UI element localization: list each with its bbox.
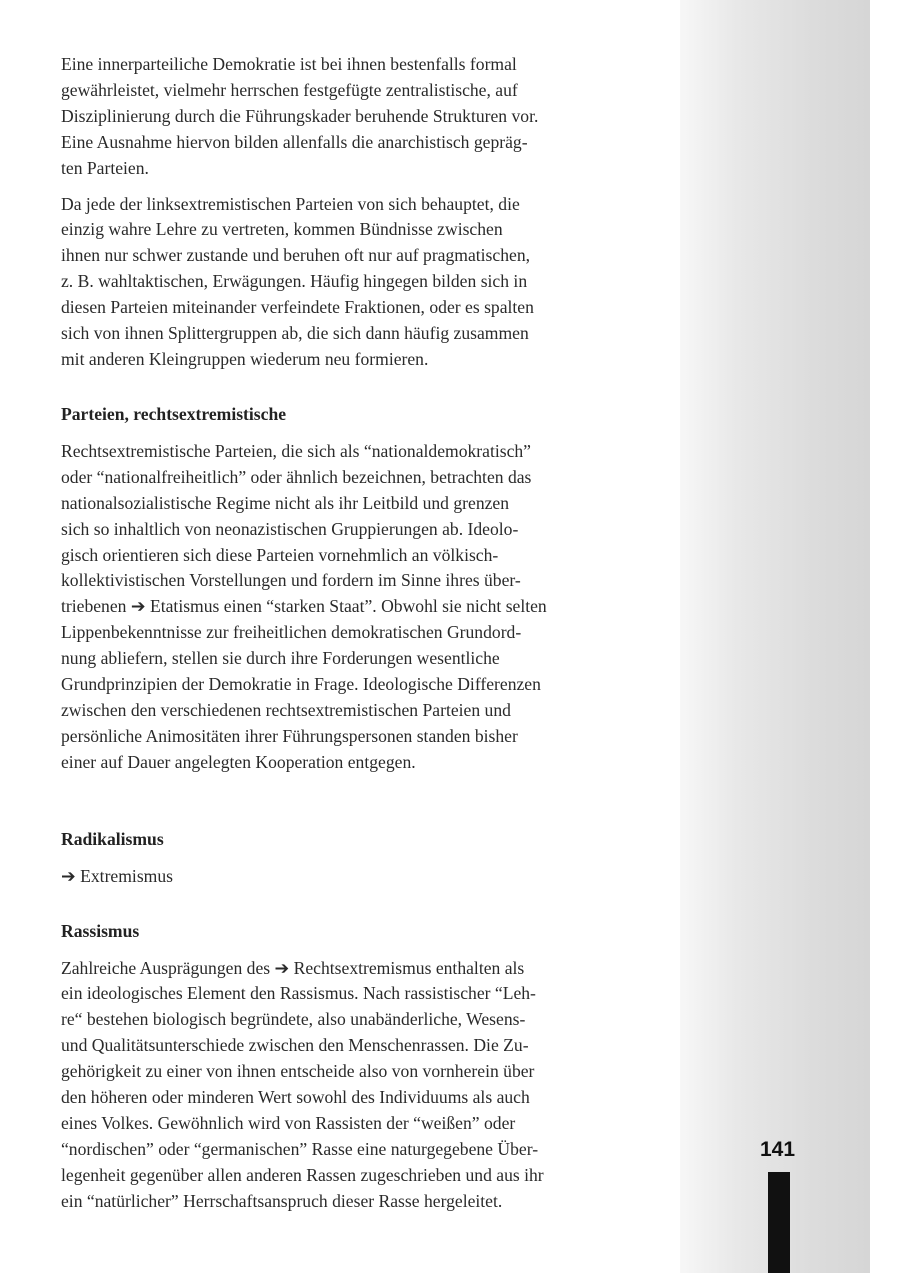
- entry-body-rechtsextremistische-parteien: [61, 439, 651, 776]
- text-line: Zahlreiche Ausprägungen des ➔ Rechtsextremismus enthalten als: [61, 957, 525, 978]
- text-line: “nordischen” oder “germanischen” Rasse eine naturgegebene Über-: [61, 1138, 539, 1159]
- text-line: triebenen ➔ Etatismus einen “starken Staat”. Obwohl sie nicht selten: [61, 596, 547, 617]
- text-line: ten Parteien.: [61, 157, 149, 178]
- text-line: Lippenbekenntnisse zur freiheitlichen demokratischen Grundord-: [61, 622, 522, 643]
- entry-body-rassismus: [61, 956, 651, 1215]
- text-line: mit anderen Kleingruppen wiederum neu formieren.: [61, 348, 429, 369]
- text-line: ein ideologisches Element den Rassismus. Nach rassistischer “Leh-: [61, 983, 536, 1004]
- text-line: kollektivistischen Vorstellungen und fordern im Sinne ihres über-: [61, 570, 521, 591]
- entry-heading-radikalismus: Radikalismus: [61, 828, 164, 849]
- page-margin-shading: [680, 0, 870, 1273]
- text-line: re“ bestehen biologisch begründete, also unabänderliche, Wesens-: [61, 1009, 526, 1030]
- text-line: einzig wahre Lehre zu vertreten, kommen Bündnisse zwischen: [61, 219, 503, 240]
- text-line: Eine Ausnahme hiervon bilden allenfalls die anarchistisch gepräg-: [61, 131, 528, 152]
- page-content: [61, 52, 651, 1225]
- text-line: gehörigkeit zu einer von ihnen entscheide also von vornherein über: [61, 1061, 535, 1082]
- entry-body-radikalismus: [61, 864, 651, 890]
- text-line: Eine innerparteiliche Demokratie ist bei ihnen bestenfalls formal: [61, 54, 517, 74]
- text-line: und Qualitätsunterschiede zwischen den Menschenrassen. Die Zu-: [61, 1035, 529, 1056]
- text-line: nationalsozialistische Regime nicht als ihr Leitbild und grenzen: [61, 492, 510, 513]
- intro-paragraph-1: [61, 52, 651, 182]
- intro-paragraph-2: [61, 192, 651, 373]
- entry-heading-rechtsextremistische-parteien: Parteien, rechtsextremistische: [61, 403, 287, 424]
- text-line: gewährleistet, vielmehr herrschen festgefügte zentralistische, auf: [61, 79, 518, 100]
- text-line: Rechtsextremistische Parteien, die sich als “nationaldemokratisch”: [61, 440, 531, 461]
- text-line: ein “natürlicher” Herrschaftsanspruch dieser Rasse hergeleitet.: [61, 1190, 503, 1211]
- text-line: Grundprinzipien der Demokratie in Frage. Ideologische Differenzen: [61, 674, 541, 695]
- text-line: nung abliefern, stellen sie durch ihre Forderungen wesentliche: [61, 648, 500, 669]
- text-line: ihnen nur schwer zustande und beruhen oft nur auf pragmatischen,: [61, 245, 531, 266]
- text-line: den höheren oder minderen Wert sowohl des Individuums als auch: [61, 1087, 530, 1108]
- text-line: legenheit gegenüber allen anderen Rassen zugeschrieben und aus ihr: [61, 1164, 544, 1185]
- text-line: zwischen den verschiedenen rechtsextremistischen Parteien und: [61, 699, 511, 720]
- text-line: oder “nationalfreiheitlich” oder ähnlich bezeichnen, betrachten das: [61, 466, 532, 487]
- text-line: Disziplinierung durch die Führungskader beruhende Strukturen vor.: [61, 105, 539, 126]
- text-line: sich so inhaltlich von neonazistischen Gruppierungen ab. Ideolo-: [61, 518, 519, 539]
- text-line: z. B. wahltaktischen, Erwägungen. Häufig hingegen bilden sich in: [61, 271, 528, 292]
- cross-reference-extremismus: ➔ Extremismus: [61, 865, 173, 886]
- entry-heading-rassismus: Rassismus: [61, 920, 140, 941]
- text-line: sich von ihnen Splittergruppen ab, die sich dann häufig zusammen: [61, 323, 529, 344]
- page-number: 141: [760, 1138, 796, 1161]
- text-line: diesen Parteien miteinander verfeindete Fraktionen, oder es spalten: [61, 297, 534, 318]
- text-line: persönliche Animositäten ihrer Führungspersonen standen bisher: [61, 725, 518, 746]
- text-line: gisch orientieren sich diese Parteien vornehmlich an völkisch-: [61, 544, 499, 565]
- text-line: eines Volkes. Gewöhnlich wird von Rassisten der “weißen” oder: [61, 1113, 516, 1133]
- text-line: einer auf Dauer angelegten Kooperation entgegen.: [61, 751, 416, 772]
- thumb-index-bar: [768, 1172, 790, 1273]
- text-line: Da jede der linksextremistischen Parteien von sich behauptet, die: [61, 193, 520, 214]
